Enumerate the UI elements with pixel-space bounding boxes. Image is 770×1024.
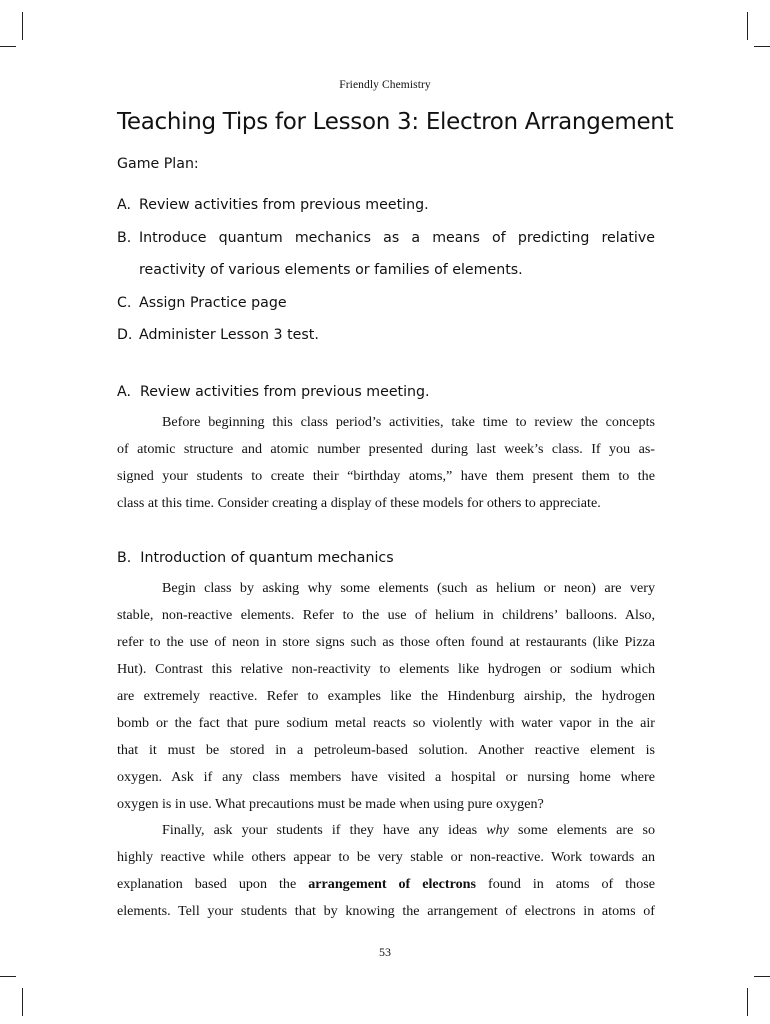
section-a-paragraph	[117, 409, 655, 517]
page-title: Teaching Tips for Lesson 3: Electron Arrangement	[117, 109, 674, 135]
list-item-letter: D.	[117, 327, 133, 343]
list-item-text: Review activities from previous meeting.	[139, 197, 429, 213]
list-item	[117, 189, 655, 222]
list-item-letter: B.	[117, 229, 132, 246]
game-plan-list	[117, 189, 655, 352]
list-item-text	[139, 222, 655, 287]
text-run: some elements are so	[508, 822, 655, 838]
paragraph-line: highly reactive while others appear to be very stable or non-reactive. Work towards an	[117, 849, 655, 865]
section-b-paragraph-1	[117, 575, 655, 818]
paragraph-line: oxygen is in use. What precautions must be made when using pure oxygen?	[117, 796, 544, 812]
list-item-text: Administer Lesson 3 test.	[139, 327, 319, 343]
paragraph-line: oxygen. Ask if any class members have visited a hospital or nursing home where	[117, 769, 655, 785]
paragraph-line: bomb or the fact that pure sodium metal reacts so violently with water vapor in the air	[117, 715, 655, 731]
emphasis-why: why	[486, 822, 509, 838]
paragraph-line: Before beginning this class period’s activities, take time to review the concepts	[162, 414, 655, 430]
text-run: found in atoms of those	[476, 876, 655, 892]
game-plan-label: Game Plan:	[117, 156, 199, 172]
list-item-text-line: reactivity of various elements or families of elements.	[139, 262, 523, 278]
page-number: 53	[379, 945, 391, 959]
crop-mark-bottom-right	[747, 988, 748, 1016]
list-item-letter: A.	[117, 197, 131, 213]
crop-mark-bottom-right-h	[754, 976, 770, 977]
crop-mark-top-right	[747, 12, 748, 40]
paragraph-line: of atomic structure and atomic number presented during last week’s class. If you as-	[117, 441, 655, 457]
paragraph-line: class at this time. Consider creating a display of these models for others to appreciate.	[117, 495, 601, 511]
crop-mark-top-right-h	[754, 46, 770, 47]
crop-mark-top-left	[22, 12, 23, 40]
paragraph-line: refer to the use of neon in store signs such as those often found at restaurants (like Pizza	[117, 634, 655, 650]
list-item-text-line: Introduce quantum mechanics as a means of predicting relative	[139, 229, 655, 246]
section-b-heading: B. Introduction of quantum mechanics	[117, 550, 394, 566]
list-item-letter: C.	[117, 294, 132, 311]
paragraph-line: Begin class by asking why some elements (such as helium or neon) are very	[162, 580, 655, 596]
paragraph-line: signed your students to create their “birthday atoms,” have them present them to the	[117, 468, 655, 484]
running-head: Friendly Chemistry	[339, 79, 431, 91]
paragraph-line: elements. Tell your students that by knowing the arrangement of electrons in atoms of	[117, 903, 655, 919]
list-item	[117, 222, 655, 287]
paragraph-line: Hut). Contrast this relative non-reactivity to elements like hydrogen or sodium which	[117, 661, 655, 677]
text-run: explanation based upon the	[117, 876, 309, 892]
paragraph-line: that it must be stored in a petroleum-based solution. Another reactive element is	[117, 742, 655, 758]
list-item	[117, 287, 655, 320]
paragraph-line: stable, non-reactive elements. Refer to the use of helium in childrens’ balloons. Also,	[117, 607, 655, 623]
bold-term: arrangement of electrons	[308, 876, 476, 892]
crop-mark-bottom-left	[22, 988, 23, 1016]
text-run: Finally, ask your students if they have any ideas	[162, 822, 487, 838]
crop-mark-top-left-h	[0, 46, 16, 47]
paragraph-line	[117, 871, 655, 898]
section-a-heading: A. Review activities from previous meeting.	[117, 384, 430, 400]
section-b-paragraph-2	[117, 817, 655, 925]
list-item	[117, 319, 655, 352]
crop-mark-bottom-left-h	[0, 976, 16, 977]
list-item-text: Assign Practice page	[139, 294, 287, 311]
paragraph-line: are extremely reactive. Refer to examples like the Hindenburg airship, the hydrogen	[117, 688, 655, 704]
paragraph-line	[117, 817, 655, 844]
